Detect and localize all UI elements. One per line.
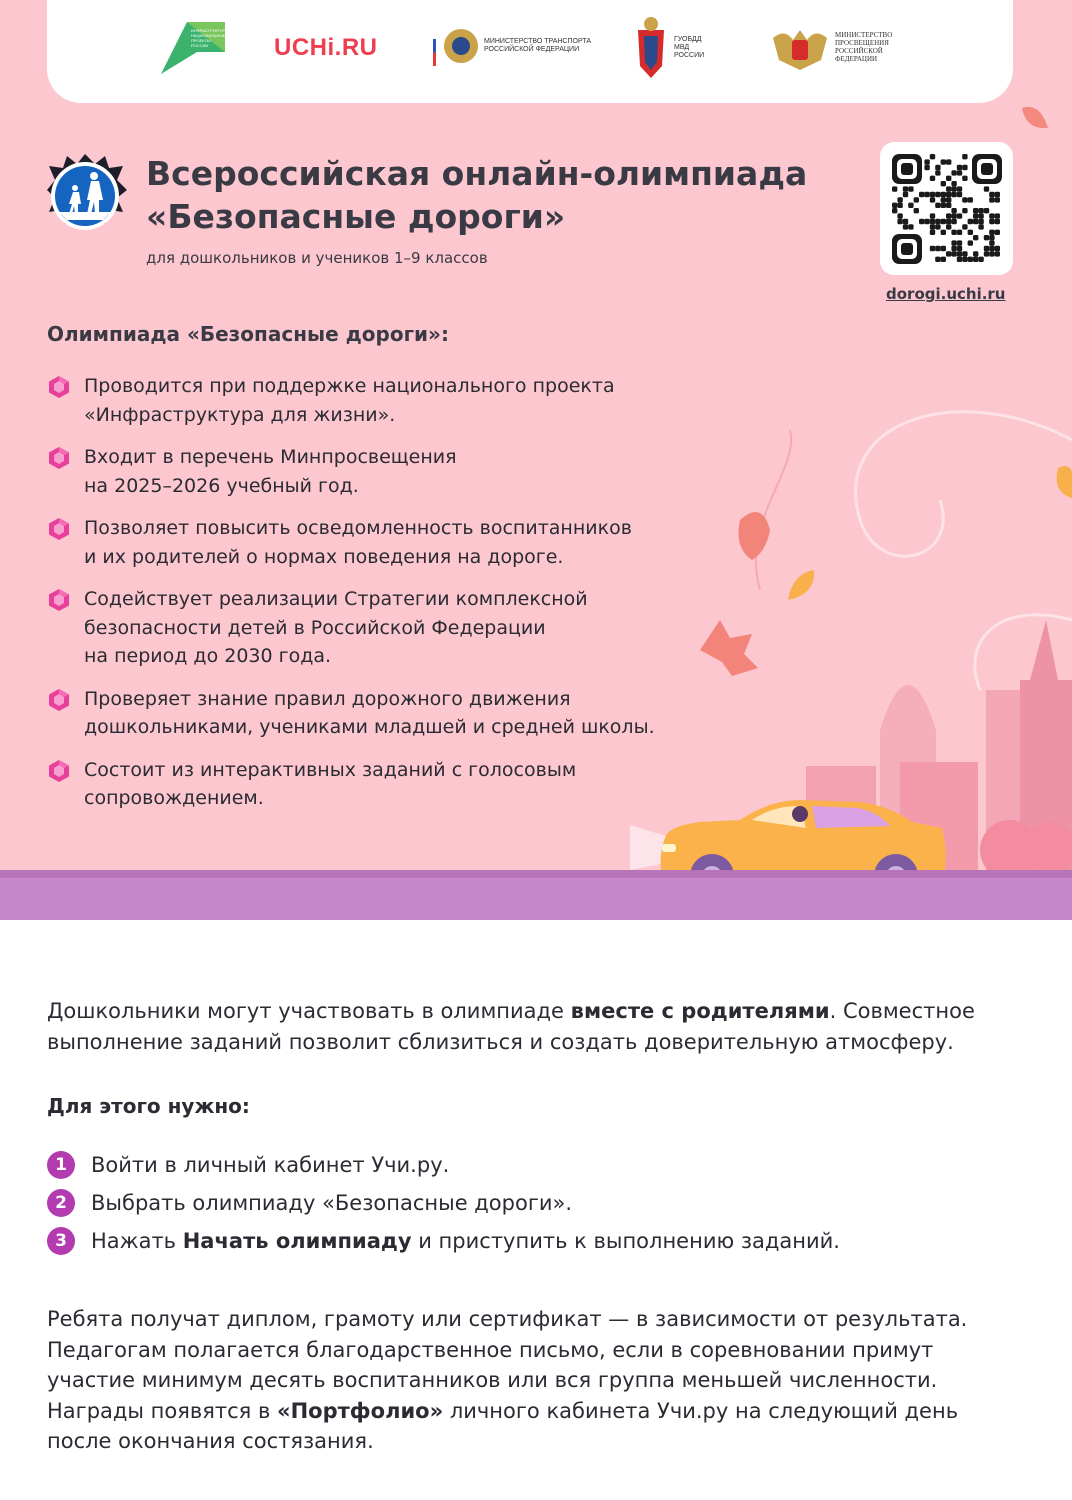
qr-module <box>914 208 919 213</box>
intro-paragraph <box>47 996 1007 1057</box>
qr-code-icon <box>880 142 1013 275</box>
qr-module <box>892 203 897 208</box>
qr-module <box>957 246 962 251</box>
qr-module <box>957 170 962 175</box>
qr-module <box>935 170 940 175</box>
qr-module <box>946 203 951 208</box>
qr-module <box>962 251 967 256</box>
qr-module <box>941 203 946 208</box>
qr-module <box>989 230 994 235</box>
qr-module <box>984 251 989 256</box>
qr-module <box>951 213 956 218</box>
intro-part-1: Дошкольники могут участвовать в олимпиаде <box>47 999 571 1023</box>
rewards-line-1: Ребята получат диплом, грамоту или сертификат — в зависимости от результата. <box>47 1307 968 1331</box>
qr-module <box>946 186 951 191</box>
transport-ministry-logo <box>433 26 594 66</box>
qr-module <box>973 219 978 224</box>
rewards-line-3: участие минимум десять воспитанников или вся группа меньшей численности. <box>47 1368 938 1392</box>
qr-module <box>930 224 935 229</box>
qr-module <box>897 219 902 224</box>
feature-item <box>47 585 687 671</box>
qr-module <box>930 246 935 251</box>
rewards-line-4 <box>47 1396 1007 1427</box>
qr-module <box>968 240 973 245</box>
rewards-line-5: после окончания состязания. <box>47 1429 374 1453</box>
qr-module <box>951 208 956 213</box>
qr-module <box>935 257 940 262</box>
qr-module <box>978 257 983 262</box>
qr-module <box>892 208 897 213</box>
qr-module <box>951 219 956 224</box>
qr-module <box>919 219 924 224</box>
qr-module <box>978 213 983 218</box>
qr-module <box>946 159 951 164</box>
step-text-post: и приступить к выполнению заданий. <box>411 1229 840 1253</box>
qr-module <box>989 246 994 251</box>
feature-text: Проводится при поддержке национального проекта «Инфраструктура для жизни». <box>84 375 615 426</box>
road <box>0 878 1072 920</box>
feature-item <box>47 372 687 429</box>
feature-text: Проверяет знание правил дорожного движения дошкольниками, учениками младшей и средней школы. <box>84 687 655 738</box>
qr-module <box>930 176 935 181</box>
qr-module <box>962 224 967 229</box>
qr-module <box>962 197 967 202</box>
national-projects-label: ИНФРАСТРУКТУРА НАЦИОНАЛЬНЫЕ ПРОЕКТЫ РОССИИ <box>191 28 228 48</box>
qr-module <box>946 192 951 197</box>
gem-bullet-icon <box>47 588 71 612</box>
features-list <box>47 372 687 827</box>
gem-bullet-icon <box>47 375 71 399</box>
qr-module <box>930 197 935 202</box>
step-number-badge: 2 <box>47 1189 75 1217</box>
qr-module <box>957 213 962 218</box>
qr-module <box>989 219 994 224</box>
qr-module <box>930 154 935 159</box>
step-number-badge: 3 <box>47 1227 75 1255</box>
qr-module <box>941 159 946 164</box>
title-line-1: Всероссийская онлайн-олимпиада <box>146 154 808 193</box>
qr-module <box>941 219 946 224</box>
qr-module <box>968 219 973 224</box>
qr-module <box>957 165 962 170</box>
rewards-line-2: Педагогам полагается благодарственное письмо, если в соревновании примут <box>47 1337 934 1362</box>
intro-bold: вместе с родителями <box>570 999 830 1023</box>
step-item <box>47 1146 840 1184</box>
qr-module <box>984 186 989 191</box>
flag-divider <box>433 26 436 66</box>
qr-module <box>957 230 962 235</box>
qr-module <box>930 219 935 224</box>
step-text: Выбрать олимпиаду «Безопасные дороги». <box>91 1191 573 1215</box>
leaf-icon <box>700 620 758 676</box>
qr-module <box>978 219 983 224</box>
qr-module <box>989 192 994 197</box>
qr-module <box>908 203 913 208</box>
step-text <box>91 1229 840 1253</box>
qr-module <box>957 186 962 191</box>
steps-list <box>47 1146 840 1260</box>
feature-text: Позволяет повысить осведомленность воспитанников и их родителей о нормах поведения на дороге. <box>84 517 632 568</box>
qr-module <box>892 186 897 191</box>
leaf-icon <box>739 512 771 560</box>
feature-text: Входит в перечень Минпросвещения на 2025–2026 учебный год. <box>84 446 457 497</box>
qr-module <box>989 235 994 240</box>
feature-text: Состоит из интерактивных заданий с голосовым сопровождением. <box>84 758 577 809</box>
qr-module <box>978 208 983 213</box>
qr-module <box>946 219 951 224</box>
step-number-badge: 1 <box>47 1151 75 1179</box>
uchi-logo-text: UCHi.RU <box>274 34 378 61</box>
qr-module <box>968 197 973 202</box>
qr-module <box>935 192 940 197</box>
qr-module <box>989 251 994 256</box>
qr-module <box>951 246 956 251</box>
page-subtitle: для дошкольников и учеников 1–9 классов <box>146 249 488 267</box>
qr-module <box>973 235 978 240</box>
qr-module <box>935 165 940 170</box>
qr-module <box>995 192 1000 197</box>
qr-module <box>946 197 951 202</box>
feature-item <box>47 443 687 500</box>
qr-module <box>924 192 929 197</box>
qr-module <box>973 251 978 256</box>
qr-module <box>989 197 994 202</box>
qr-module <box>935 219 940 224</box>
qr-module <box>903 219 908 224</box>
qr-module <box>924 219 929 224</box>
qr-module <box>946 224 951 229</box>
feature-text: Содействует реализации Стратегии комплексной безопасности детей в Российской Федерации на период до 2030 года. <box>84 588 588 667</box>
qr-module <box>951 181 956 186</box>
step-item <box>47 1222 840 1260</box>
eagle-emblem-icon <box>771 22 829 72</box>
qr-module <box>995 246 1000 251</box>
qr-module <box>941 230 946 235</box>
qr-module <box>951 186 956 191</box>
qr-module <box>951 240 956 245</box>
qr-module <box>951 251 956 256</box>
qr-module <box>957 257 962 262</box>
qr-module <box>935 203 940 208</box>
qr-module <box>962 208 967 213</box>
qr-module <box>973 208 978 213</box>
gem-bullet-icon <box>47 446 71 470</box>
feature-item <box>47 756 687 813</box>
gem-bullet-icon <box>47 759 71 783</box>
qr-module <box>903 186 908 191</box>
qr-module <box>962 176 967 181</box>
portfolio-bold: «Портфолио» <box>277 1398 444 1423</box>
qr-module <box>941 246 946 251</box>
qr-module <box>957 240 962 245</box>
education-ministry-label: МИНИСТЕРСТВО ПРОСВЕЩЕНИЯ РОССИЙСКОЙ ФЕДЕРАЦИИ <box>835 31 893 63</box>
rewards-line-4-pre: Награды появятся в <box>47 1398 278 1423</box>
rewards-line-4-post: личного кабинета Учи.ру на следующий день <box>443 1398 959 1423</box>
qr-module <box>930 213 935 218</box>
qr-module <box>946 213 951 218</box>
qr-module <box>919 192 924 197</box>
qr-module <box>951 192 956 197</box>
qr-module <box>978 224 983 229</box>
qr-module <box>989 240 994 245</box>
gibdd-emblem-icon <box>632 16 670 80</box>
qr-link[interactable]: dorogi.uchi.ru <box>886 285 1006 303</box>
qr-module <box>951 230 956 235</box>
step-text: Войти в личный кабинет Учи.ру. <box>91 1153 450 1177</box>
qr-module <box>973 257 978 262</box>
eagle-emblem-icon <box>442 26 480 66</box>
gibdd-label: ГУОБДД МВД РОССИИ <box>674 36 705 59</box>
qr-module <box>962 154 967 159</box>
qr-module <box>935 224 940 229</box>
step-item <box>47 1184 840 1222</box>
feature-item <box>47 685 687 742</box>
qr-module <box>968 230 973 235</box>
uchi-logo <box>274 34 378 62</box>
national-projects-logo <box>161 22 228 74</box>
qr-module <box>941 257 946 262</box>
qr-module <box>941 192 946 197</box>
qr-module <box>930 192 935 197</box>
qr-module <box>951 170 956 175</box>
qr-module <box>962 257 967 262</box>
qr-module <box>984 246 989 251</box>
gibdd-logo <box>632 16 718 80</box>
qr-module <box>897 197 902 202</box>
step-text-pre: Нажать <box>91 1229 183 1253</box>
qr-code[interactable] <box>880 142 1013 275</box>
qr-module <box>995 197 1000 202</box>
qr-module <box>930 230 935 235</box>
qr-module <box>908 186 913 191</box>
qr-module <box>995 230 1000 235</box>
qr-module <box>903 192 908 197</box>
education-ministry-logo <box>771 22 905 72</box>
qr-module <box>995 251 1000 256</box>
title-line-2: «Безопасные дороги» <box>146 197 566 236</box>
feature-item <box>47 514 687 571</box>
qr-module <box>897 213 902 218</box>
qr-module <box>995 213 1000 218</box>
qr-module <box>957 192 962 197</box>
transport-ministry-label: МИНИСТЕРСТВО ТРАНСПОРТА РОССИЙСКОЙ ФЕДЕРАЦИИ <box>484 38 592 53</box>
qr-module <box>914 197 919 202</box>
qr-module <box>989 213 994 218</box>
gem-bullet-icon <box>47 517 71 541</box>
steps-title: Для этого нужно: <box>47 1094 250 1118</box>
intro-part-2: . Совместное выполнение заданий позволит сблизиться и создать доверительную атмосферу. <box>47 999 975 1054</box>
qr-module <box>946 251 951 256</box>
qr-module <box>946 176 951 181</box>
logo-bar <box>47 0 1013 103</box>
qr-module <box>973 213 978 218</box>
qr-module <box>908 224 913 229</box>
qr-module <box>903 224 908 229</box>
qr-module <box>984 208 989 213</box>
qr-module <box>924 159 929 164</box>
qr-module <box>941 197 946 202</box>
qr-module <box>941 181 946 186</box>
gem-bullet-icon <box>47 688 71 712</box>
pedestrian-sign-icon <box>47 150 127 240</box>
page-title <box>146 152 846 238</box>
leaf-icon <box>788 570 814 600</box>
qr-module <box>984 235 989 240</box>
rewards-paragraph <box>47 1304 1007 1457</box>
qr-module <box>962 165 967 170</box>
qr-module <box>924 165 929 170</box>
qr-module <box>897 203 902 208</box>
qr-module <box>995 219 1000 224</box>
leaf-icon <box>1057 466 1072 498</box>
features-title: Олимпиада «Безопасные дороги»: <box>47 322 449 346</box>
leaf-icon <box>1022 107 1048 128</box>
qr-module <box>957 251 962 256</box>
qr-module <box>935 246 940 251</box>
qr-module <box>968 257 973 262</box>
road-edge <box>0 870 1072 878</box>
step-text-bold: Начать олимпиаду <box>182 1229 412 1253</box>
